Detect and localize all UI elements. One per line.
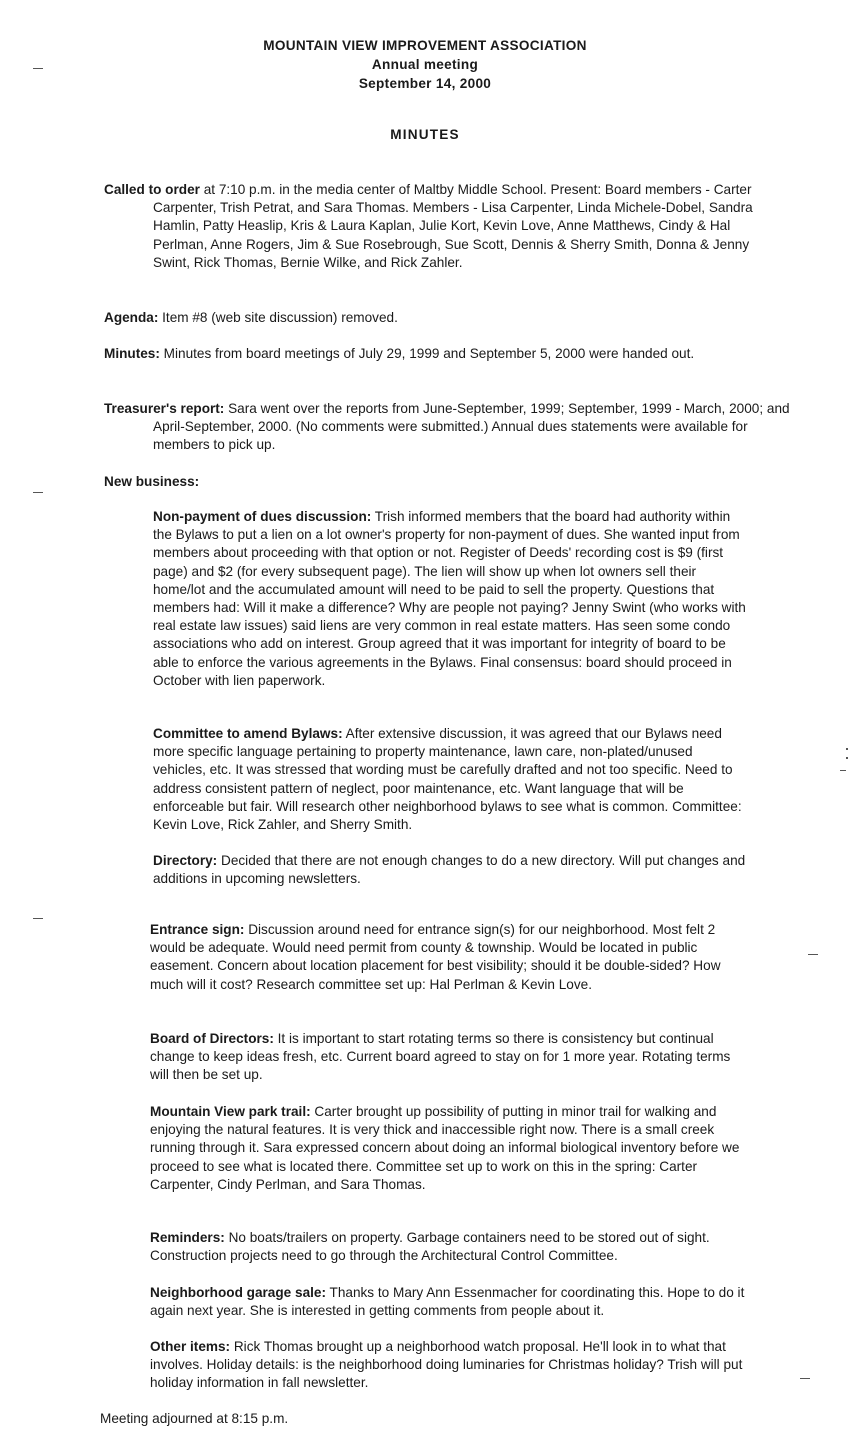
subsection-nonpayment (153, 508, 746, 690)
subsection-label: Mountain View park trail: (150, 1104, 311, 1119)
subsection-label: Non-payment of dues discussion: (153, 509, 372, 524)
subsection-text: Thanks to Mary Ann Essenmacher for coordinating this. Hope to do it again next year. She is interested in getting comments from people about it. (150, 1285, 745, 1319)
subsection-label: Neighborhood garage sale: (150, 1285, 326, 1300)
scan-mark (800, 1378, 810, 1379)
subsection-reminders (150, 1229, 750, 1265)
subsection-text: Trish informed members that the board had authority within the Bylaws to put a lien on a lot owner's property for non-payment of dues. She wanted input from members about proceeding with that option or not. Register of Deeds' recording cost is $9 (first page) and $2 (for every subsequent page). The lien will show up when lot owners sell their home/lot and the accumulated amount will need to be paid to sell the property. Questions that members had: Will it make a difference? Why are people not paying? Jenny Swint (who works with real estate law issues) said liens are very common in real estate matters. Has seen some condo associations who add on interest. Group agreed that it was important for integrity of board to be able to enforce the various agreements in the Bylaws. Final consensus: board should proceed in October with lien paperwork. (153, 509, 746, 688)
meeting-type: Annual meeting (371, 57, 479, 72)
section-new-business (104, 473, 744, 491)
section-label: Agenda: (104, 310, 159, 325)
scan-mark (846, 748, 848, 750)
subsection-text: After extensive discussion, it was agreed that our Bylaws need more specific language pertaining to property maintenance, lawn care, non-plated/unused vehicles, etc. It was stressed that wording must be carefully drafted and not too specific. Need to address consistent pattern of neglect, poor maintenance, etc. Want language that will be enforceable but fair. Will research other neighborhood bylaws to see what is common. Committee: Kevin Love, Rick Zahler, and Sherry Smith. (153, 726, 742, 833)
scan-mark (33, 492, 43, 493)
subsection-label: Directory: (153, 853, 218, 868)
scan-mark (846, 757, 848, 759)
subsection-park-trail (150, 1103, 743, 1194)
subsection-text: Discussion around need for entrance sign(s) for our neighborhood. Most felt 2 would be adequate. Would need permit from county & township. Would be located in public easement. Concern about location placement for best visibility; should it be double-sided? How much will it cost? Research committee set up: Hal Perlman & Kevin Love. (150, 922, 721, 992)
subsection-text: Decided that there are not enough changes to do a new directory. Will put changes and additions in upcoming newsletters. (153, 853, 746, 887)
organization-name: MOUNTAIN VIEW IMPROVEMENT ASSOCIATION (263, 38, 587, 53)
scan-mark (33, 68, 43, 69)
subsection-label: Reminders: (150, 1230, 225, 1245)
section-called-to-order (104, 181, 773, 272)
section-label: Minutes: (104, 346, 160, 361)
scan-mark (33, 918, 43, 919)
subsection-label: Committee to amend Bylaws: (153, 726, 343, 741)
subsection-other-items (150, 1338, 743, 1393)
section-text: Minutes from board meetings of July 29, 1999 and September 5, 2000 were handed out. (159, 346, 695, 361)
subsection-committee-bylaws (153, 725, 746, 834)
subsection-text: No boats/trailers on property. Garbage containers need to be stored out of sight. Construction projects need to go through the Architectural Control Committee. (150, 1230, 710, 1264)
subsection-board-of-directors (150, 1030, 743, 1085)
section-agenda (104, 309, 793, 327)
subsection-text: It is important to start rotating terms so there is consistency but continual change to keep ideas fresh, etc. Current board agreed to stay on for 1 more year. Rotating terms will then be set up. (150, 1031, 731, 1083)
section-label: Called to order (104, 182, 200, 197)
section-text: at 7:10 p.m. in the media center of Maltby Middle School. Present: Board members - Carter Carpenter, Trish Petrat, and Sara Thomas. Members - Lisa Carpenter, Linda Michele-Dobel, Sandra Hamlin, Patty Heaslip, Kris & Laura Kaplan, Julie Kort, Kevin Love, Anne Matthews, Cindy & Hal Perlman, Anne Rogers, Jim & Sue Rosebrough, Sue Scott, Dennis & Sherry Smith, Donna & Jenny Swint, Rick Thomas, Bernie Wilke, and Rick Zahler. (153, 182, 753, 270)
section-text: Item #8 (web site discussion) removed. (158, 310, 398, 325)
subsection-garage-sale (150, 1284, 750, 1320)
subsection-directory (153, 852, 746, 888)
subsection-label: Other items: (150, 1339, 231, 1354)
subsection-text: Rick Thomas brought up a neighborhood watch proposal. He'll look in to what that involves. Holiday details: is the neighborhood doing luminaries for Christmas holiday? Trish will put holiday information in fall newsletter. (150, 1339, 743, 1391)
section-label: New business: (104, 474, 200, 489)
subsection-label: Entrance sign: (150, 922, 245, 937)
document-header (0, 36, 850, 93)
section-label: Treasurer's report: (104, 401, 225, 416)
meeting-date: September 14, 2000 (358, 76, 492, 91)
subsection-text: Carter brought up possibility of putting in minor trail for walking and enjoying the natural features. It is very thick and inaccessible right now. There is a small creek running through it. Sara expressed concern about doing an informal biological inventory before we proceed to see what is located there. Committee set up to work on this in the spring: Carter Carpenter, Cindy Perlman, and Sara Thomas. (150, 1104, 740, 1192)
section-text: Sara went over the reports from June-September, 1999; September, 1999 - March, 2000; and April-September, 2000. (No comments were submitted.) Annual dues statements were available for members to pick up. (153, 401, 790, 453)
section-treasurer-report (104, 400, 793, 455)
document-title: MINUTES (390, 127, 460, 142)
meeting-adjourned: Meeting adjourned at 8:15 p.m. (100, 1411, 289, 1426)
subsection-entrance-sign (150, 921, 743, 994)
scan-mark (840, 770, 846, 771)
section-minutes (104, 345, 773, 363)
scan-mark (808, 954, 818, 955)
subsection-label: Board of Directors: (150, 1031, 274, 1046)
